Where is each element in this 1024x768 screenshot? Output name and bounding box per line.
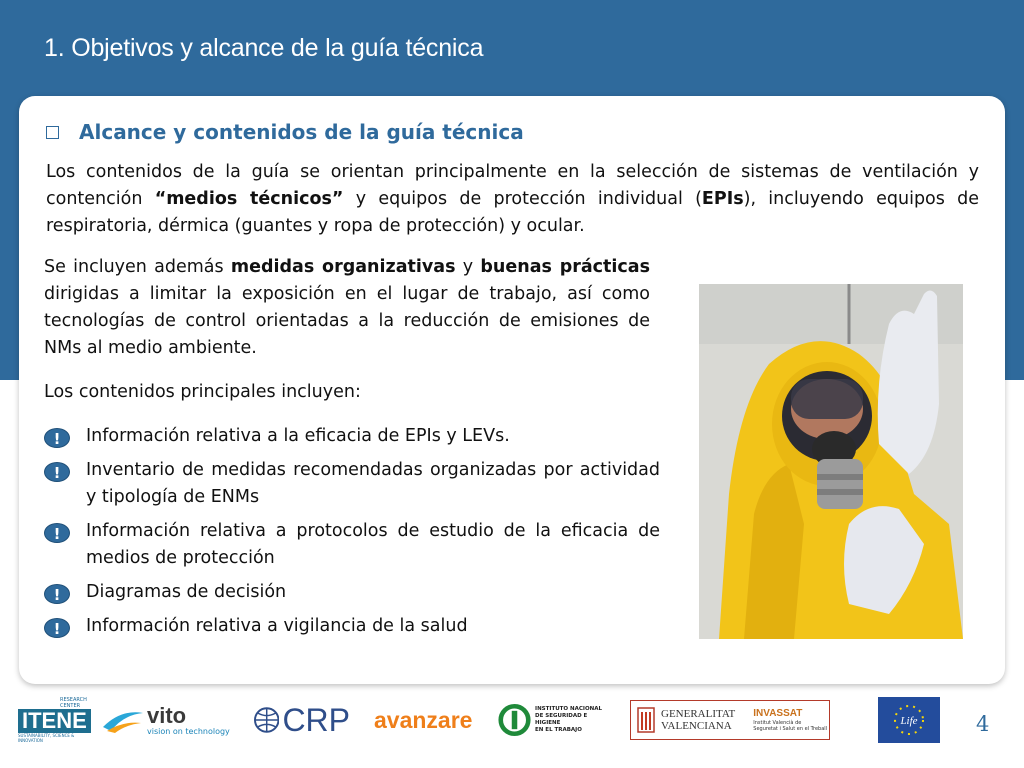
intro-bold-2: EPIs	[701, 189, 744, 209]
intro-text-1: Los contenidos de la guía se orientan principalmente en la selección de sistemas de ventilación y contención	[46, 162, 979, 209]
list-item-text: Información relativa a vigilancia de la salud	[86, 616, 468, 636]
protective-suit-photo	[699, 284, 963, 639]
generalitat-invassat-logo: GENERALITAT VALENCIANA INVASSAT Institut Valencià de Seguretat i Salut en el Treball	[630, 700, 830, 740]
list-item	[44, 613, 660, 640]
list-item-text: Diagramas de decisión	[86, 582, 287, 602]
measures-text-1: Se incluyen además	[44, 257, 231, 277]
checkbox-icon	[46, 126, 59, 139]
exclamation-icon: !	[44, 462, 70, 482]
page-number: 4	[976, 712, 990, 736]
contents-intro: Los contenidos principales incluyen:	[44, 382, 361, 402]
generalitat-crest-icon	[637, 704, 655, 736]
intro-paragraph	[46, 159, 979, 240]
list-item-text: Información relativa a la eficacia de EPIs y LEVs.	[86, 426, 510, 446]
list-item-text: Información relativa a protocolos de estudio de la eficacia de medios de protección	[86, 521, 660, 568]
exclamation-icon: !	[44, 584, 70, 604]
intro-text-2: y equipos de protección individual (	[343, 189, 702, 209]
measures-bold-1: medidas organizativas	[230, 257, 456, 277]
intro-bold-1: “medios técnicos”	[154, 189, 344, 209]
section-heading	[46, 120, 524, 144]
avanzare-logo: avanzare	[374, 706, 473, 733]
eu-stars-icon	[878, 697, 940, 743]
exclamation-icon: !	[44, 428, 70, 448]
exclamation-icon: !	[44, 618, 70, 638]
list-item	[44, 457, 660, 511]
partner-logos	[0, 690, 1024, 750]
list-item	[44, 579, 660, 606]
insht-logo: INSTITUTO NACIONAL DE SEGURIDAD E HIGIENE EN EL TRABAJO	[498, 697, 608, 743]
measures-paragraph	[44, 254, 650, 362]
life-label: Life	[900, 715, 918, 727]
crp-logo: CRP	[254, 697, 350, 743]
list-item	[44, 518, 660, 572]
exclamation-icon: !	[44, 523, 70, 543]
measures-bold-2: buenas prácticas	[480, 257, 651, 277]
intro-text-3: ), incluyendo equipos de respiratoria, dérmica (guantes y ropa de protección) y ocular.	[46, 189, 980, 236]
measures-text-2: y	[455, 257, 481, 277]
itene-logo: RESEARCH CENTER ITENE SUSTAINABILITY, SCIENCE & INNOVATION	[18, 697, 88, 743]
measures-text-3: dirigidas a limitar la exposición en el lugar de trabajo, así como tecnologías de control orientadas a la reducción de emisiones de NMs al medio ambiente.	[44, 284, 650, 358]
slide-title: 1. Objetivos y alcance de la guía técnica	[44, 34, 484, 62]
contents-list	[44, 423, 660, 647]
person-in-protective-suit-photo	[699, 284, 963, 639]
list-item	[44, 423, 660, 450]
section-heading-text: Alcance y contenidos de la guía técnica	[79, 120, 524, 144]
vito-swoosh-icon	[101, 705, 145, 735]
vito-logo: vito vision on technology	[101, 697, 235, 743]
list-item-text: Inventario de medidas recomendadas organizadas por actividad y tipología de ENMs	[86, 460, 660, 507]
insht-emblem-icon	[498, 702, 531, 738]
life-eu-logo	[878, 697, 940, 743]
crp-globe-icon	[254, 707, 279, 733]
